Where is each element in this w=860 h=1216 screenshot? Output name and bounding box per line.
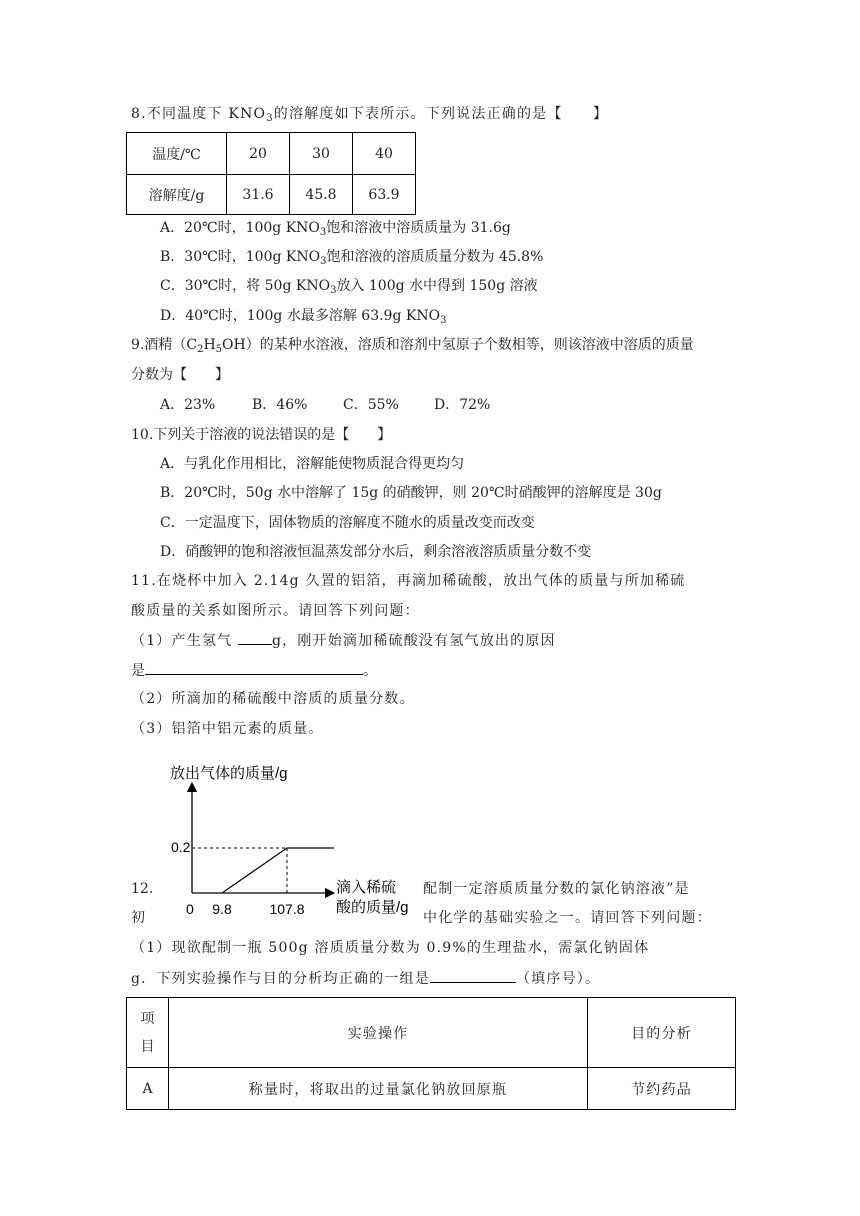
- q11-sub1-line2: 是 。: [131, 660, 377, 681]
- chart-origin-label: 0: [186, 901, 194, 917]
- q8-stem: 8.不同温度下 $KNO_3$的溶解度如下表所示。下列说法正确的是【 】: [131, 106, 609, 124]
- table-header-item: 项 目: [127, 998, 169, 1068]
- chart-ylabel: 放出气体的质量/g: [170, 765, 288, 782]
- q11-stem-line2: 酸质量的关系如图所示。请回答下列问题：: [131, 603, 420, 619]
- q11-sub1: （1）产生氢气 g，刚开始滴加稀硫酸没有氢气放出的原因: [131, 630, 556, 651]
- q8-solubility-table: [126, 132, 416, 215]
- table-header-operation: 实验操作: [169, 998, 588, 1068]
- table-cell: 31.6: [227, 175, 290, 215]
- q10-option-c: C．一定温度下，固体物质的溶解度不随水的质量改变而改变: [160, 515, 535, 531]
- table-cell: 40: [353, 133, 416, 175]
- chart-x-tick: 9.8: [212, 901, 232, 917]
- q12-stem-right2: 中化学的基础实验之一。请回答下列问题：: [423, 910, 712, 926]
- q9-option-a: A．23%: [160, 397, 216, 413]
- q9-stem: 9.酒精$(C_2H_5OH)$的某种水溶液，溶质和溶剂中氢原子个数相等，则该溶液中溶质的质量: [131, 337, 694, 355]
- q8-option-b: B．30℃时，100g $KNO_3$饱和溶液的溶质质量分数为 45.8%: [160, 249, 544, 267]
- table-cell: 63.9: [353, 175, 416, 215]
- q11-sub3: （3）铝箔中铝元素的质量。: [131, 721, 324, 737]
- table-cell-operation: 称量时，将取出的过量氯化钠放回原瓶: [169, 1068, 588, 1110]
- q8-option-d: D．40℃时，100g 水最多溶解 63.9g $KNO_3$: [160, 308, 447, 326]
- chart-xlabel-line2: 酸的质量/g: [336, 899, 409, 916]
- chart-series-line: [222, 848, 334, 893]
- q9-option-b: B．46%: [252, 397, 308, 413]
- table-cell-item: A: [127, 1068, 169, 1110]
- table-header-purpose: 目的分析: [588, 998, 736, 1068]
- q9-option-c: C．55%: [343, 397, 399, 413]
- q8-option-a: A．20℃时，100g $KNO_3$饱和溶液中溶质质量为 31.6g: [160, 220, 511, 238]
- chart-xlabel-line1: 滴入稀硫: [336, 879, 397, 896]
- q12-sub1: （1）现欲配制一瓶 500g 溶质质量分数为 0.9%的生理盐水，需氯化钠固体: [131, 940, 650, 956]
- q11-sub2: （2）所滴加的稀硫酸中溶质的质量分数。: [131, 691, 415, 707]
- table-cell: 溶解度/g: [127, 175, 227, 215]
- q12-stem-left2: 初: [131, 910, 145, 926]
- q12-stem-right: 配制一定溶质质量分数的氯化钠溶液”是: [423, 881, 690, 897]
- table-cell-purpose: 节约药品: [588, 1068, 736, 1110]
- answer-blank: [145, 660, 363, 675]
- q11-stem: 11.在烧杯中加入 2.14g 久置的铝箔，再滴加稀硫酸，放出气体的质量与所加稀硫: [131, 573, 686, 589]
- q12-number: 12.: [131, 881, 154, 897]
- table-cell: 45.8: [290, 175, 353, 215]
- q11-gas-chart: [160, 755, 430, 920]
- q9-stem-line2: 分数为【 】: [131, 367, 229, 383]
- chart-y-tick: 0.2: [171, 839, 191, 855]
- q8-option-c: C．30℃时，将 50g $KNO_3$放入 100g 水中得到 150g 溶液: [160, 278, 538, 296]
- chart-x-tick: 107.8: [269, 901, 305, 917]
- q12-experiment-table: [126, 997, 736, 1110]
- q10-option-d: D．硝酸钾的饱和溶液恒温蒸发部分水后，剩余溶液溶质质量分数不变: [160, 544, 592, 560]
- table-cell: 20: [227, 133, 290, 175]
- q10-stem: 10.下列关于溶液的说法错误的是【 】: [131, 427, 392, 443]
- answer-blank: [238, 630, 272, 645]
- q10-option-b: B．20℃时，50g 水中溶解了 15g 的硝酸钾，则 20℃时硝酸钾的溶解度是 30g: [160, 485, 662, 501]
- q9-option-d: D．72%: [434, 397, 491, 413]
- table-cell: 30: [290, 133, 353, 175]
- table-cell: 温度/℃: [127, 133, 227, 175]
- answer-blank: [430, 968, 516, 983]
- q12-sub1-line2: g．下列实验操作与目的分析均正确的一组是 （填序号）。: [131, 968, 600, 989]
- q10-option-a: A．与乳化作用相比，溶解能使物质混合得更均匀: [160, 456, 465, 472]
